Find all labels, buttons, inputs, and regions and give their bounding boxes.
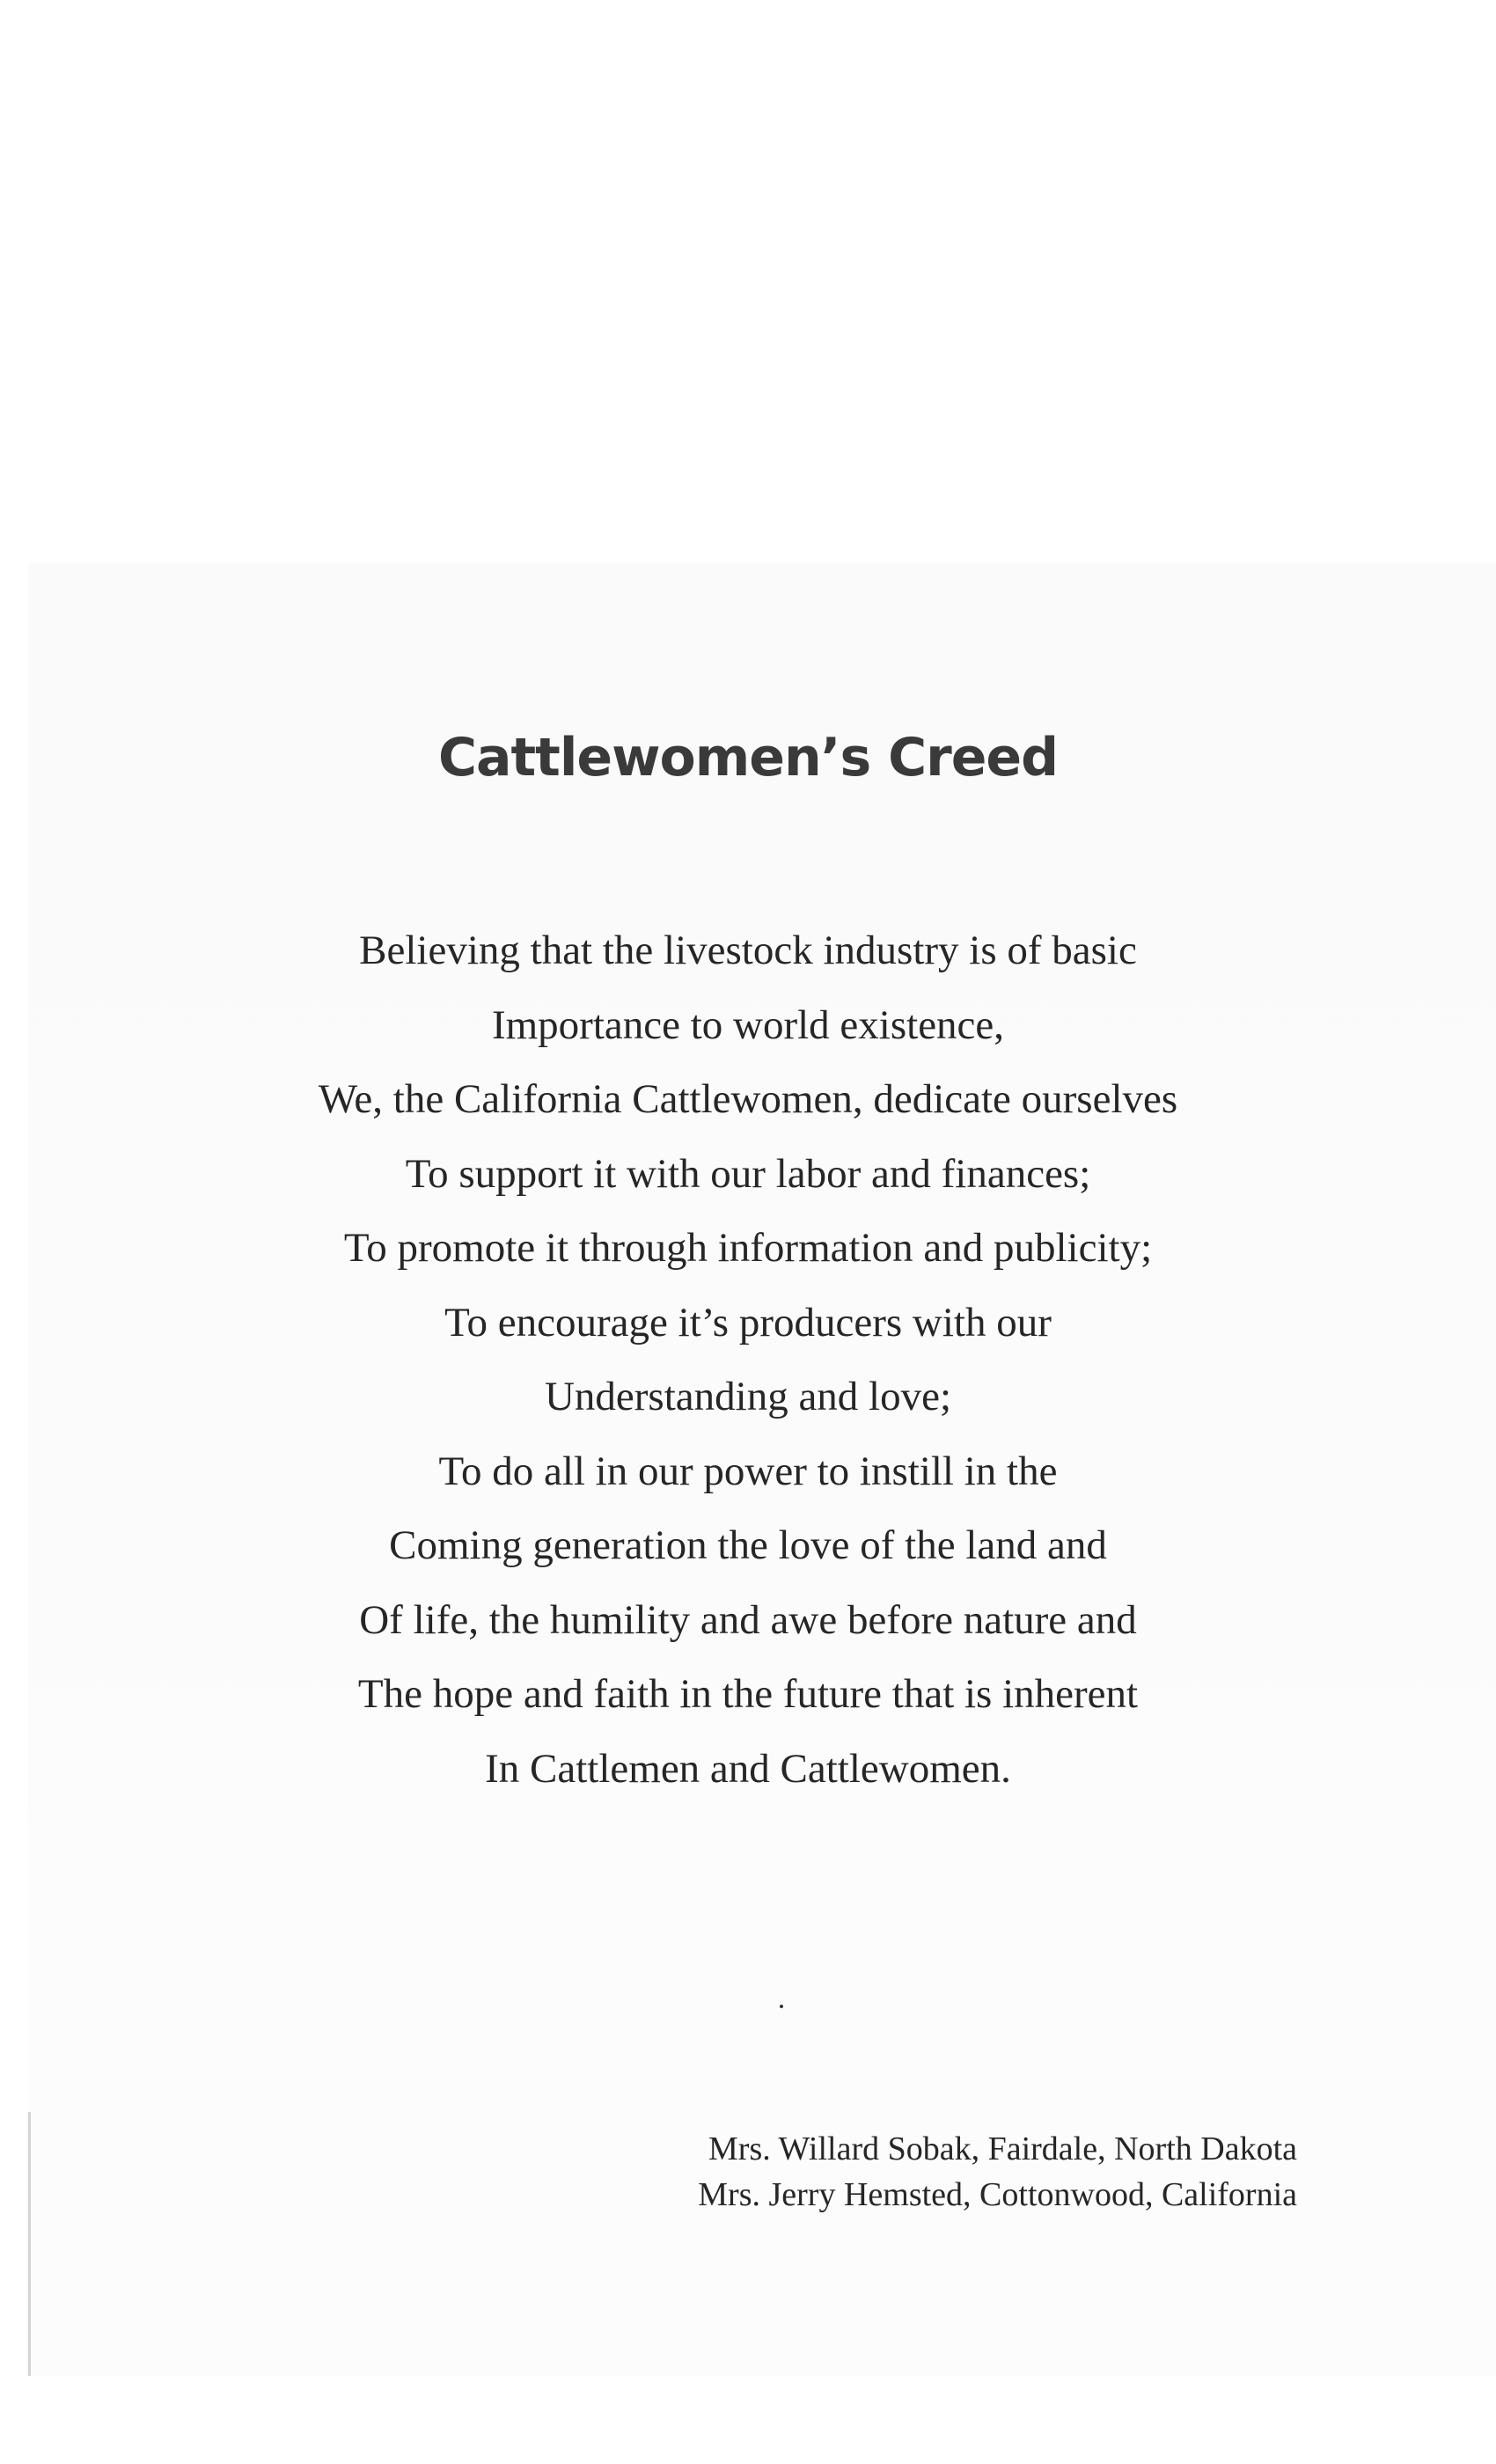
creed-line: We, the California Cattlewomen, dedicate ourselves [318,1076,1178,1122]
creed-line: The hope and faith in the future that is inherent [357,1671,1139,1717]
creed-line: To do all in our power to instill in the [438,1448,1058,1494]
creed-line: Understanding and love; [544,1374,952,1419]
creed-line: Importance to world existence, [491,1001,1005,1048]
creed-line: Believing that the livestock industry is of basic [359,928,1137,973]
creed-line: Coming generation the love of the land and [389,1522,1107,1568]
author-line: Mrs. Willard Sobak, Fairdale, North Dakota [708,2130,1297,2167]
sheet-edge [28,2112,31,2376]
author-line: Mrs. Jerry Hemsted, Cottonwood, California [698,2176,1297,2213]
creed-line: In Cattlemen and Cattlewomen. [485,1745,1011,1792]
creed-title: Cattlewomen’s Creed [437,727,1059,788]
creed-line: To support it with our labor and finances; [405,1150,1091,1197]
creed-text [0,913,1496,1806]
creed-line: Of life, the humility and awe before nature and [359,1596,1137,1643]
ink-dot [780,2005,783,2008]
author-credits [698,2126,1297,2218]
creed-line: To promote it through information and publicity; [343,1225,1153,1271]
creed-line: To encourage it’s producers with our [444,1299,1052,1346]
